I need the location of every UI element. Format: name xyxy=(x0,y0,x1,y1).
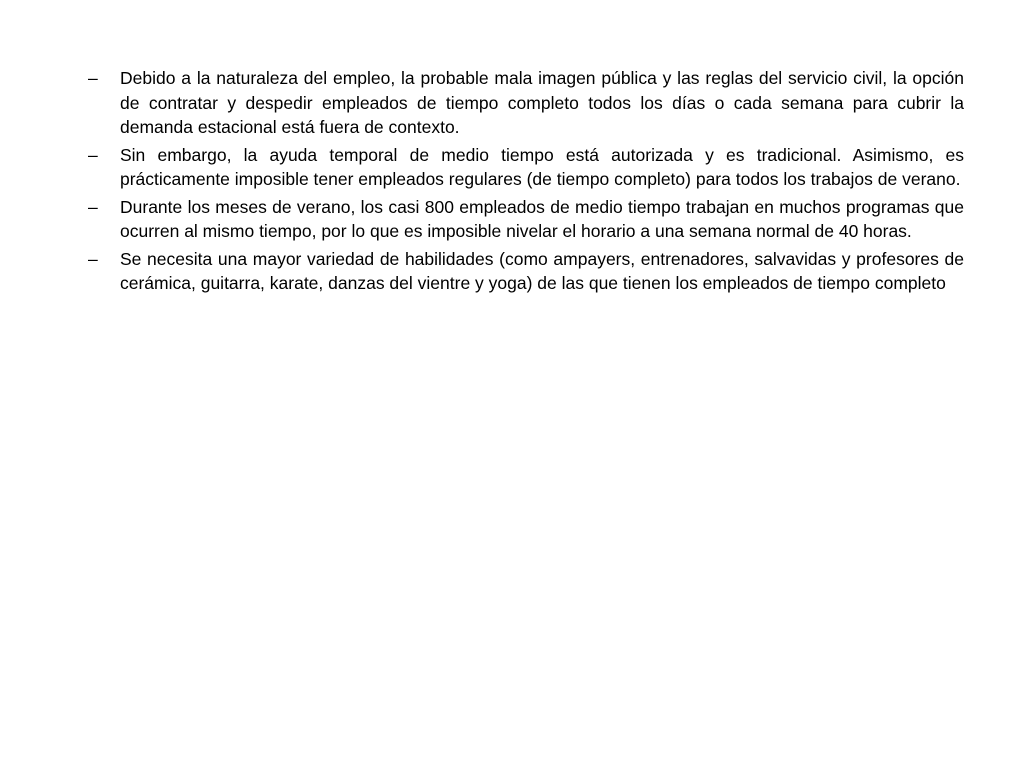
bullet-list xyxy=(88,66,964,299)
bullet-text: Debido a la naturaleza del empleo, la probable mala imagen pública y las reglas del servicio civil, la opción de contratar y despedir empleados de tiempo completo todos los días o cada semana para cubrir la demanda estacional está fuera de contexto. xyxy=(120,68,964,137)
bullet-item xyxy=(88,66,964,140)
bullet-item xyxy=(88,195,964,244)
bullet-dash: – xyxy=(88,144,98,165)
bullet-dash: – xyxy=(88,68,98,88)
bullet-text: Sin embargo, la ayuda temporal de medio tiempo está autorizada y es tradicional. Asimismo, es prácticamente imposible tener empleados regulares (de tiempo completo) para todos los trabajos de verano. xyxy=(120,144,964,189)
bullet-item xyxy=(88,143,964,192)
bullet-text: Durante los meses de verano, los casi 800 empleados de medio tiempo trabajan en muchos programas que ocurren al mismo tiempo, por lo que es imposible nivelar el horario a una semana normal de 40 horas. xyxy=(120,196,964,241)
bullet-text: Se necesita una mayor variedad de habilidades (como ampayers, entrenadores, salvavidas y profesores de cerámica, guitarra, karate, danzas del vientre y yoga) de las que tienen los empleados de tiempo completo xyxy=(120,248,964,293)
bullet-dash: – xyxy=(88,248,98,269)
bullet-item xyxy=(88,247,964,296)
bullet-dash: – xyxy=(88,196,98,217)
